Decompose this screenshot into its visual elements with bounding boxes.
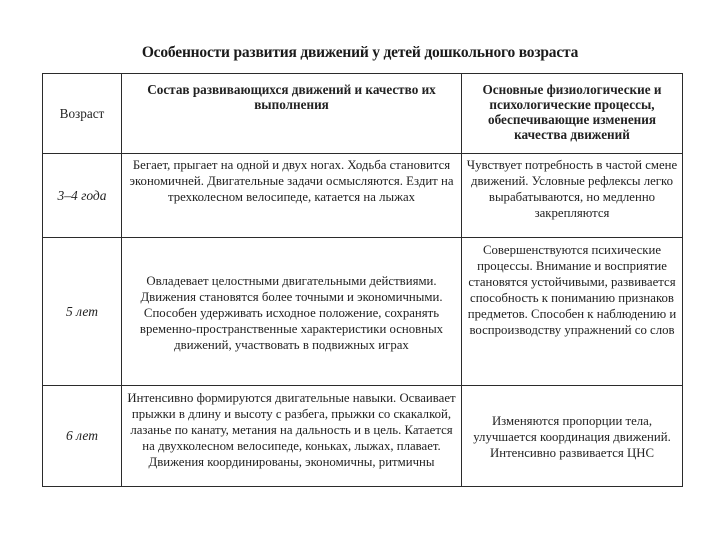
row-processes: Чувствует потребность в частой смене движений. Условные рефлексы легко вырабатываются, но медленно закрепляются [462, 154, 683, 238]
development-table [42, 73, 683, 487]
row-movements: Овладевает целостными двигательными действиями. Движения становятся более точными и экономичными. Способен удерживать исходное положение, сохранять временно-пространственные характеристики основных движений, участвовать в подвижных играх [122, 238, 462, 386]
table-header-row [43, 74, 683, 154]
row-processes: Изменяются пропорции тела, улучшается координация движений. Интенсивно развивается ЦНС [462, 386, 683, 487]
table-row [43, 386, 683, 487]
row-age: 6 лет [43, 386, 122, 487]
table-row [43, 238, 683, 386]
header-age: Возраст [43, 74, 122, 154]
row-movements: Бегает, прыгает на одной и двух ногах. Ходьба становится экономичней. Двигательные задачи осмысляются. Ездит на трехколесном велосипеде, катается на лыжах [122, 154, 462, 238]
row-movements: Интенсивно формируются двигательные навыки. Осваивает прыжки в длину и высоту с разбега, прыжки со скакалкой, лазанье по канату, метания на дальность и в цель. Катается на двухколесном велосипеде, коньках, лыжах, плавает. Движения координированы, экономичны, ритмичны [122, 386, 462, 487]
development-table-container [42, 73, 682, 486]
row-age: 5 лет [43, 238, 122, 386]
document-title: Особенности развития движений у детей дошкольного возраста [141, 44, 579, 61]
row-processes: Совершенствуются психические процессы. Внимание и восприятие становятся устойчивыми, развивается способность к пониманию признаков предметов. Способен к наблюдению и воспроизводству упражнений со слов [462, 238, 683, 386]
table-row [43, 154, 683, 238]
header-movements: Состав развивающихся движений и качество их выполнения [122, 74, 462, 154]
header-processes: Основные физиологические и психологические процессы, обеспечивающие изменения качества движений [462, 74, 683, 154]
row-age: 3–4 года [43, 154, 122, 238]
